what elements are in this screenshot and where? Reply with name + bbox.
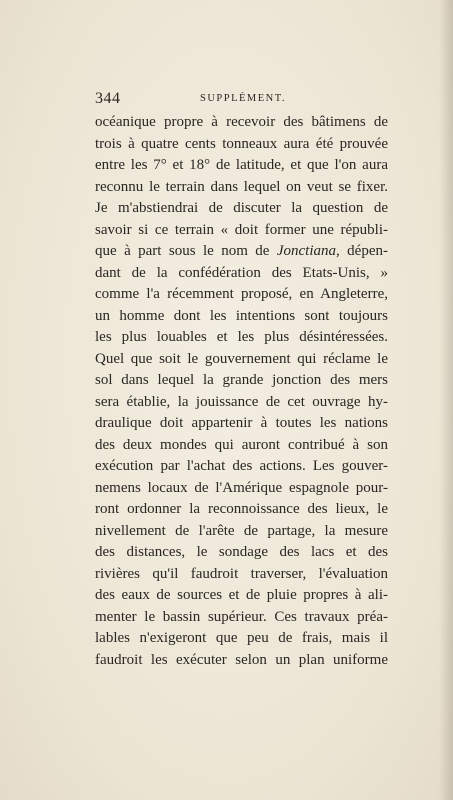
text-line: dant de la confédération des Etats-Unis, » xyxy=(95,264,388,281)
text-line: nivellement de l'arête de partage, la mesure xyxy=(95,522,388,539)
text-line: sol dans lequel la grande jonction des mers xyxy=(95,372,388,388)
text-line: ront ordonner la reconnoissance des lieux, le xyxy=(95,501,388,517)
text-line: des deux mondes qui auront contribué à son xyxy=(95,436,388,453)
text-line: sera établie, la jouissance de cet ouvrage hy- xyxy=(95,393,388,410)
text-line: les plus louables et les plus désintéressées. xyxy=(95,329,388,345)
running-head: SUPPLÉMENT. xyxy=(200,93,287,104)
text-segment: que à part sous le nom de xyxy=(95,243,277,259)
text-line: entre les 7° et 18° de latitude, et que l'on aura xyxy=(95,157,388,173)
body-text xyxy=(95,112,388,671)
text-line: des eaux de sources et de pluie propres à ali- xyxy=(95,587,388,603)
text-line: Quel que soit le gouvernement qui réclame le xyxy=(95,350,388,367)
page-header xyxy=(95,90,380,112)
text-line: exécution par l'achat des actions. Les gouver- xyxy=(95,458,388,474)
text-line: un homme dont les intentions sont toujours xyxy=(95,307,388,324)
text-line: menter le bassin supérieur. Ces travaux préa- xyxy=(95,608,388,625)
text-line: nemens locaux de l'Amérique espagnole pour- xyxy=(95,479,388,496)
text-line: Je m'abstiendrai de discuter la question de xyxy=(95,200,388,216)
text-line: savoir si ce terrain « doit former une républi- xyxy=(95,221,388,238)
text-line: océanique propre à recevoir des bâtimens de xyxy=(95,114,388,130)
text-segment: , dépen- xyxy=(336,243,388,259)
text-line: lables n'exigeront que peu de frais, mais il xyxy=(95,630,388,646)
text-line: des distances, le sondage des lacs et des xyxy=(95,544,388,560)
text-line: rivières qu'il faudroit traverser, l'évaluation xyxy=(95,565,388,582)
page-number: 344 xyxy=(95,90,121,107)
text-line: draulique doit appartenir à toutes les nations xyxy=(95,415,388,431)
text-line: trois à quatre cents tonneaux aura été prouvée xyxy=(95,135,388,152)
italic-name-jonctiana: Jonctiana xyxy=(276,243,337,259)
text-line: comme l'a récemment proposé, en Angleterre, xyxy=(95,286,388,302)
text-line: reconnu le terrain dans lequel on veut se fixer. xyxy=(95,178,388,195)
text-line: faudroit les exécuter selon un plan uniforme xyxy=(95,651,388,668)
binding-shadow xyxy=(439,0,453,800)
text-line-with-italic xyxy=(95,241,388,263)
